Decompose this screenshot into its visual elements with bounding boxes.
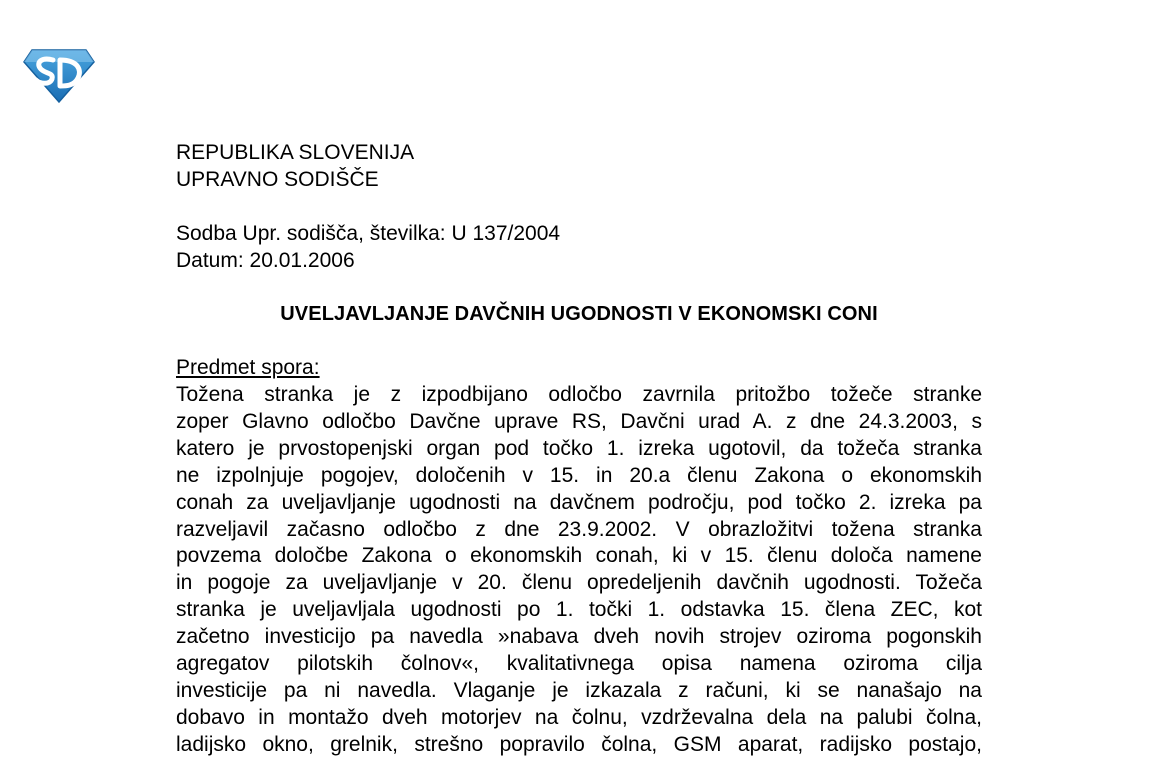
- section-paragraph: [176, 382, 982, 758]
- paragraph-line: ladijsko okno, grelnik, strešno popravilo čolna, GSM aparat, radijsko postajo,: [176, 732, 982, 756]
- paragraph-line: povzema določbe Zakona o ekonomskih conah, ki v 15. členu določa namene: [176, 544, 982, 568]
- document-body: [176, 140, 982, 759]
- paragraph-line: investicije pa ni navedla. Vlaganje je izkazala z računi, ki se nanašajo na: [176, 678, 982, 702]
- paragraph-line: Tožena stranka je z izpodbijano odločbo zavrnila pritožbo tožeče stranke: [176, 383, 982, 407]
- paragraph-line: zoper Glavno odločbo Davčne uprave RS, Davčni urad A. z dne 24.3.2003, s: [176, 410, 982, 433]
- document-title: UVELJAVLJANJE DAVČNIH UGODNOSTI V EKONOMSKI CONI: [280, 303, 878, 326]
- paragraph-line: conah za uveljavljanje ugodnosti na davčnem področju, pod točko 2. izreka pa: [176, 490, 982, 514]
- paragraph-line: agregatov pilotskih čolnov«, kvalitativnega opisa namena oziroma cilja: [176, 652, 982, 676]
- paragraph-line: in pogoje za uveljavljanje v 20. členu opredeljenih davčnih ugodnosti. Tožeča: [176, 571, 982, 595]
- paragraph-line: dobavo in montažo dveh motorjev na čolnu, vzdrževalna dela na palubi čolna,: [176, 705, 982, 729]
- case-number: Sodba Upr. sodišča, številka: U 137/2004: [176, 221, 561, 245]
- paragraph-line: katero je prvostopenjski organ pod točko 1. izreka ugotovil, da tožeča stranka: [176, 436, 982, 460]
- court-name: UPRAVNO SODIŠČE: [176, 167, 379, 191]
- paragraph-line: stranka je uveljavljala ugodnosti po 1. točki 1. odstavka 15. člena ZEC, kot: [176, 598, 982, 622]
- paragraph-line: ne izpolnjuje pogojev, določenih v 15. in 20.a členu Zakona o ekonomskih: [176, 463, 982, 487]
- sd-logo-icon: [22, 48, 96, 104]
- paragraph-line: razveljavil začasno odločbo z dne 23.9.2002. V obrazložitvi tožena stranka: [176, 517, 982, 541]
- paragraph-line: začetno investicijo pa navedla »nabava dveh novih strojev oziroma pogonskih: [176, 625, 982, 649]
- court-country: REPUBLIKA SLOVENIJA: [176, 141, 415, 164]
- section-heading: Predmet spora:: [176, 356, 320, 380]
- judgment-date: Datum: 20.01.2006: [176, 248, 355, 272]
